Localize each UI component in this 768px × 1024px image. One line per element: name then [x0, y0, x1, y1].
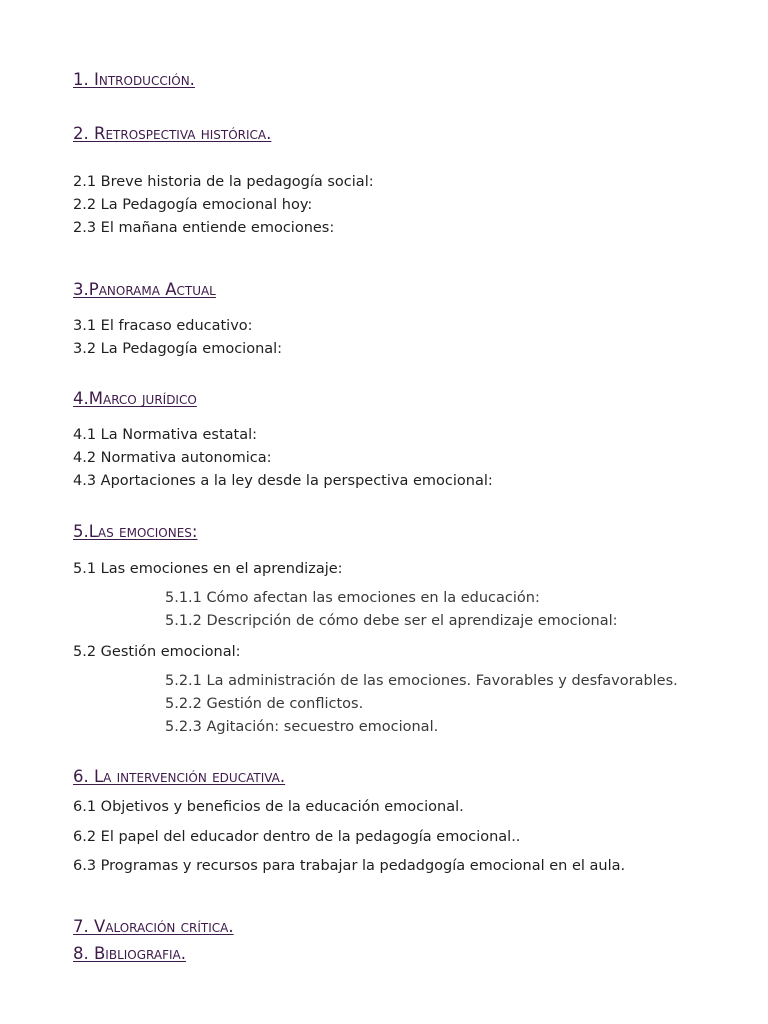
- subsection-6-3: 6.3 Programas y recursos para trabajar la pedadgogía emocional en el aula.: [73, 858, 626, 874]
- subsection-6-1: 6.1 Objetivos y beneficios de la educación emocional.: [73, 799, 464, 815]
- subsection-4-3: 4.3 Aportaciones a la ley desde la perspectiva emocional:: [73, 473, 493, 489]
- section-heading-2: 2. Retrospectiva histórica.: [73, 124, 272, 143]
- subsection-4-1: 4.1 La Normativa estatal:: [73, 427, 257, 443]
- section-heading-7: 7. Valoración crítica.: [73, 917, 234, 936]
- section-heading-4: 4.Marco jurídico: [73, 389, 197, 408]
- subsection-6-2: 6.2 El papel del educador dentro de la pedagogía emocional..: [73, 829, 521, 845]
- subsection-5-1: 5.1 Las emociones en el aprendizaje:: [73, 561, 343, 577]
- section-heading-8: 8. Bibliografia.: [73, 944, 187, 963]
- section-heading-6: 6. La intervención educativa.: [73, 767, 286, 786]
- subsubsection-5-1-2: 5.1.2 Descripción de cómo debe ser el aprendizaje emocional:: [165, 613, 618, 629]
- subsection-5-2: 5.2 Gestión emocional:: [73, 644, 241, 660]
- subsubsection-5-2-2: 5.2.2 Gestión de conflictos.: [165, 696, 364, 712]
- subsection-2-2: 2.2 La Pedagogía emocional hoy:: [73, 197, 313, 213]
- section-heading-5: 5.Las emociones:: [73, 522, 198, 541]
- subsubsection-5-2-3: 5.2.3 Agitación: secuestro emocional.: [165, 719, 439, 735]
- subsection-4-2: 4.2 Normativa autonomica:: [73, 450, 272, 466]
- subsection-2-1: 2.1 Breve historia de la pedagogía social:: [73, 174, 374, 190]
- subsubsection-5-2-1: 5.2.1 La administración de las emociones. Favorables y desfavorables.: [165, 673, 678, 689]
- section-heading-3: 3.Panorama Actual: [73, 280, 216, 299]
- subsubsection-5-1-1: 5.1.1 Cómo afectan las emociones en la educación:: [165, 590, 540, 606]
- subsection-3-2: 3.2 La Pedagogía emocional:: [73, 341, 283, 357]
- subsection-3-1: 3.1 El fracaso educativo:: [73, 318, 253, 334]
- subsection-2-3: 2.3 El mañana entiende emociones:: [73, 220, 335, 236]
- section-heading-1: 1. Introducción.: [73, 70, 195, 89]
